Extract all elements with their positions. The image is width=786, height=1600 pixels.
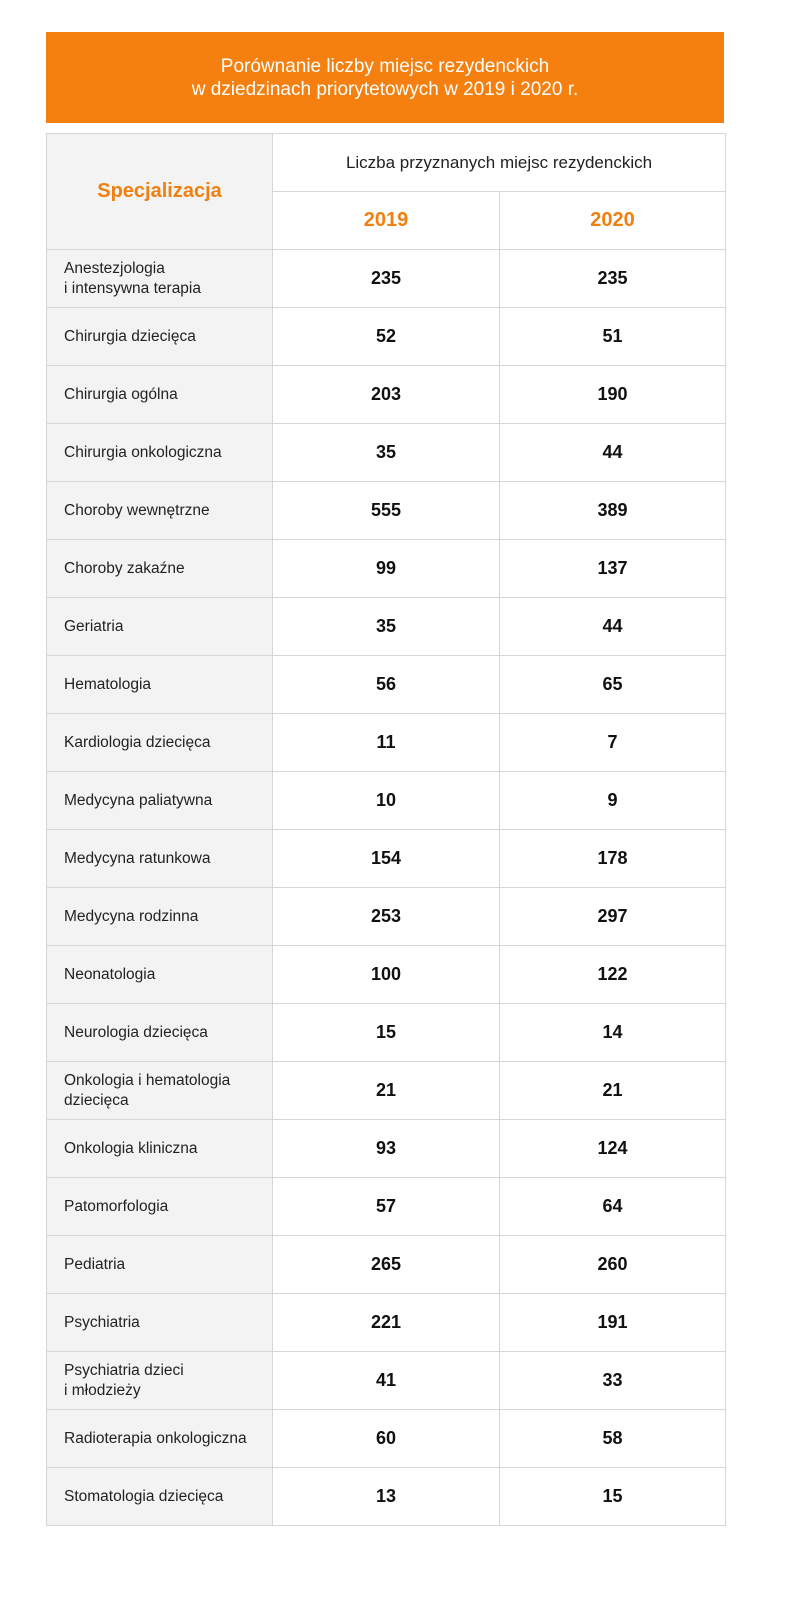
table-row [47, 946, 726, 1004]
specialization-name-line: Kardiologia dziecięca [64, 733, 211, 751]
specialization-name-line: Psychiatria dzieci [64, 1361, 184, 1379]
title-banner [46, 32, 724, 123]
specialization-name [47, 888, 273, 946]
value-2019: 35 [273, 424, 500, 482]
value-2020: 191 [500, 1294, 726, 1352]
value-2020: 44 [500, 424, 726, 482]
specialization-name [47, 1468, 273, 1526]
table-row [47, 1120, 726, 1178]
value-2019: 21 [273, 1062, 500, 1120]
specialization-name-line: Chirurgia onkologiczna [64, 443, 222, 461]
specialization-name [47, 656, 273, 714]
table-row [47, 714, 726, 772]
table-row [47, 366, 726, 424]
specialization-name [47, 946, 273, 1004]
specialization-name [47, 366, 273, 424]
value-2020: 58 [500, 1410, 726, 1468]
value-2020: 33 [500, 1352, 726, 1410]
specialization-name [47, 1004, 273, 1062]
table-row [47, 1352, 726, 1410]
specialization-name-line: Chirurgia ogólna [64, 385, 178, 403]
specialization-name [47, 1236, 273, 1294]
value-2020: 178 [500, 830, 726, 888]
value-2020: 7 [500, 714, 726, 772]
specialization-name [47, 308, 273, 366]
value-2019: 555 [273, 482, 500, 540]
value-2019: 154 [273, 830, 500, 888]
value-2019: 99 [273, 540, 500, 598]
value-2019: 60 [273, 1410, 500, 1468]
table-row [47, 656, 726, 714]
specialization-name-line: Psychiatria [64, 1313, 140, 1331]
specialization-name [47, 1062, 273, 1120]
value-2019: 15 [273, 1004, 500, 1062]
table-row [47, 888, 726, 946]
specialization-name-line: Medycyna ratunkowa [64, 849, 211, 867]
table-row [47, 482, 726, 540]
value-2019: 10 [273, 772, 500, 830]
specialization-name-line: i intensywna terapia [64, 279, 201, 297]
value-2020: 21 [500, 1062, 726, 1120]
header-year-2020: 2020 [500, 192, 726, 250]
specialization-name [47, 598, 273, 656]
value-2020: 190 [500, 366, 726, 424]
value-2020: 297 [500, 888, 726, 946]
value-2019: 41 [273, 1352, 500, 1410]
table-row [47, 424, 726, 482]
specialization-name-line: Neurologia dziecięca [64, 1023, 208, 1041]
specialization-name [47, 1120, 273, 1178]
value-2019: 56 [273, 656, 500, 714]
title-line-1: Porównanie liczby miejsc rezydenckich [220, 55, 550, 77]
specialization-name [47, 714, 273, 772]
table-row [47, 1410, 726, 1468]
table-row [47, 1178, 726, 1236]
specialization-name [47, 424, 273, 482]
specialization-name [47, 250, 273, 308]
table-row [47, 1236, 726, 1294]
specialization-name [47, 830, 273, 888]
specialization-name [47, 540, 273, 598]
header-specjalizacja: Specjalizacja [47, 134, 273, 250]
title-line-2: w dziedzinach priorytetowych w 2019 i 2020 r. [191, 78, 579, 100]
specialization-name-line: Choroby zakaźne [64, 559, 185, 577]
value-2019: 35 [273, 598, 500, 656]
value-2020: 51 [500, 308, 726, 366]
specialization-name-line: Stomatologia dziecięca [64, 1487, 224, 1505]
header-column-group: Liczba przyznanych miejsc rezydenckich [273, 134, 726, 192]
specialization-name-line: Neonatologia [64, 965, 156, 983]
value-2020: 14 [500, 1004, 726, 1062]
value-2019: 235 [273, 250, 500, 308]
specialization-name-line: Patomorfologia [64, 1197, 169, 1215]
value-2020: 15 [500, 1468, 726, 1526]
specialization-name-line: Medycyna paliatywna [64, 791, 213, 809]
specialization-name-line: Medycyna rodzinna [64, 907, 199, 925]
table-row [47, 1004, 726, 1062]
specialization-name [47, 1352, 273, 1410]
value-2019: 13 [273, 1468, 500, 1526]
specialization-name-line: Geriatria [64, 617, 124, 635]
table-row [47, 1294, 726, 1352]
value-2020: 137 [500, 540, 726, 598]
table-row [47, 598, 726, 656]
residency-places-table [46, 133, 726, 1526]
specialization-name [47, 1178, 273, 1236]
table-row [47, 308, 726, 366]
specialization-name [47, 482, 273, 540]
value-2020: 260 [500, 1236, 726, 1294]
specialization-name-line: Hematologia [64, 675, 152, 693]
table-row [47, 250, 726, 308]
value-2020: 389 [500, 482, 726, 540]
specialization-name-line: Chirurgia dziecięca [64, 327, 196, 345]
specialization-name-line: Choroby wewnętrzne [64, 501, 210, 519]
specialization-name-line: dziecięca [64, 1091, 129, 1109]
specialization-name-line: i młodzieży [64, 1381, 141, 1399]
specialization-name-line: Onkologia i hematologia [64, 1071, 231, 1089]
table-row [47, 1062, 726, 1120]
value-2020: 235 [500, 250, 726, 308]
value-2019: 265 [273, 1236, 500, 1294]
specialization-name [47, 1294, 273, 1352]
value-2020: 64 [500, 1178, 726, 1236]
value-2019: 93 [273, 1120, 500, 1178]
specialization-name [47, 1410, 273, 1468]
value-2020: 124 [500, 1120, 726, 1178]
header-year-2019: 2019 [273, 192, 500, 250]
specialization-name-line: Radioterapia onkologiczna [64, 1429, 247, 1447]
value-2019: 100 [273, 946, 500, 1004]
value-2019: 221 [273, 1294, 500, 1352]
value-2020: 65 [500, 656, 726, 714]
value-2019: 52 [273, 308, 500, 366]
table-row [47, 830, 726, 888]
value-2020: 122 [500, 946, 726, 1004]
value-2019: 57 [273, 1178, 500, 1236]
specialization-name [47, 772, 273, 830]
specialization-name-line: Onkologia kliniczna [64, 1139, 198, 1157]
table-row [47, 1468, 726, 1526]
value-2020: 44 [500, 598, 726, 656]
value-2019: 11 [273, 714, 500, 772]
value-2019: 253 [273, 888, 500, 946]
specialization-name-line: Anestezjologia [64, 259, 165, 277]
table-body [47, 250, 726, 1526]
specialization-name-line: Pediatria [64, 1255, 126, 1273]
value-2020: 9 [500, 772, 726, 830]
table-row [47, 772, 726, 830]
table-row [47, 540, 726, 598]
value-2019: 203 [273, 366, 500, 424]
